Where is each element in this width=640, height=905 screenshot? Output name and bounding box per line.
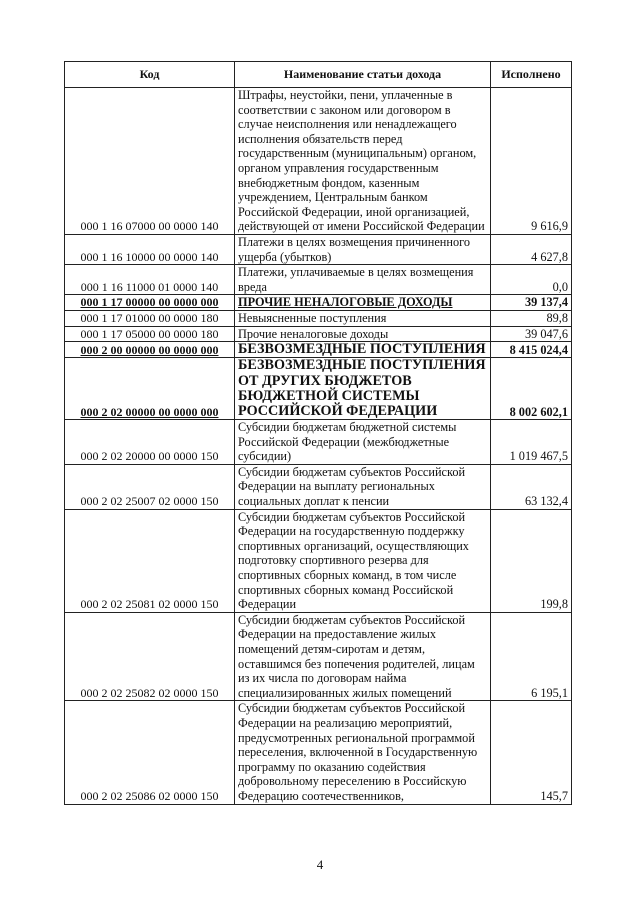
row-name: Субсидии бюджетам субъектов Российской Федерации на государственную поддержку спортивных организаций, осуществляющих подготовку спортивного резерва для спортивных сборных команд, в том числе спортивных сборных команд Российской Федерации [235, 509, 491, 612]
row-name: Платежи, уплачиваемые в целях возмещения вреда [235, 265, 491, 295]
row-name: Субсидии бюджетам субъектов Российской Федерации на реализацию мероприятий, предусмотренных региональной программой переселения, включенной в Государственную программу по оказанию содействия добровольному переселению в Российскую Федерацию соотечественников, [235, 701, 491, 804]
row-sum: 9 616,9 [491, 88, 572, 235]
row-name: Субсидии бюджетам субъектов Российской Федерации на выплату региональных социальных доплат к пенсии [235, 464, 491, 509]
table-row-section [65, 358, 572, 420]
table-row-section [65, 295, 572, 311]
row-code: 000 2 02 20000 00 0000 150 [65, 420, 235, 465]
row-name: БЕЗВОЗМЕЗДНЫЕ ПОСТУПЛЕНИЯ ОТ ДРУГИХ БЮДЖЕТОВ БЮДЖЕТНОЙ СИСТЕМЫ РОССИЙСКОЙ ФЕДЕРАЦИИ [235, 358, 491, 420]
table-row [65, 265, 572, 295]
row-code: 000 2 02 25081 02 0000 150 [65, 509, 235, 612]
row-sum: 199,8 [491, 509, 572, 612]
table-row [65, 88, 572, 235]
row-code: 000 2 02 25086 02 0000 150 [65, 701, 235, 804]
row-name: БЕЗВОЗМЕЗДНЫЕ ПОСТУПЛЕНИЯ [235, 342, 491, 358]
row-sum: 8 415 024,4 [491, 342, 572, 358]
table-row [65, 420, 572, 465]
row-code: 000 1 17 01000 00 0000 180 [65, 310, 235, 326]
page-number: 4 [316, 857, 324, 872]
row-code: 000 1 16 07000 00 0000 140 [65, 88, 235, 235]
row-code: 000 1 16 10000 00 0000 140 [65, 234, 235, 264]
table-row [65, 310, 572, 326]
row-sum: 4 627,8 [491, 234, 572, 264]
row-sum: 1 019 467,5 [491, 420, 572, 465]
row-code: 000 2 02 25082 02 0000 150 [65, 612, 235, 701]
table-row [65, 234, 572, 264]
table-row [65, 464, 572, 509]
row-code: 000 1 17 00000 00 0000 000 [65, 295, 235, 311]
row-sum: 8 002 602,1 [491, 358, 572, 420]
table-row [65, 701, 572, 804]
row-sum: 63 132,4 [491, 464, 572, 509]
row-name: Невыясненные поступления [235, 310, 491, 326]
row-code: 000 2 02 25007 02 0000 150 [65, 464, 235, 509]
row-sum: 145,7 [491, 701, 572, 804]
header-name: Наименование статьи дохода [235, 62, 491, 88]
income-table [64, 61, 572, 805]
table-header-row [65, 62, 572, 88]
header-code: Код [65, 62, 235, 88]
row-name: Прочие неналоговые доходы [235, 326, 491, 342]
row-code: 000 2 00 00000 00 0000 000 [65, 342, 235, 358]
row-sum: 6 195,1 [491, 612, 572, 701]
row-sum: 39 137,4 [491, 295, 572, 311]
row-code: 000 1 16 11000 01 0000 140 [65, 265, 235, 295]
row-name: Субсидии бюджетам субъектов Российской Федерации на предоставление жилых помещений детям-сиротам и детям, оставшимся без попечения родителей, лицам из их числа по договорам найма специализированных жилых помещений [235, 612, 491, 701]
row-name: Субсидии бюджетам бюджетной системы Российской Федерации (межбюджетные субсидии) [235, 420, 491, 465]
table-row-section [65, 342, 572, 358]
row-sum: 89,8 [491, 310, 572, 326]
row-name: Штрафы, неустойки, пени, уплаченные в соответствии с законом или договором в случае неисполнения или ненадлежащего исполнения обязательств перед государственным (муниципальным) органом, органом управления государственным внебюджетным фондом, казенным учреждением, Центральным банком Российской Федерации, иной организацией, действующей от имени Российской Федерации [235, 88, 491, 235]
row-code: 000 1 17 05000 00 0000 180 [65, 326, 235, 342]
table-row [65, 326, 572, 342]
row-sum: 39 047,6 [491, 326, 572, 342]
table-row [65, 509, 572, 612]
header-sum: Исполнено [491, 62, 572, 88]
row-code: 000 2 02 00000 00 0000 000 [65, 358, 235, 420]
row-sum: 0,0 [491, 265, 572, 295]
row-name: Платежи в целях возмещения причиненного ущерба (убытков) [235, 234, 491, 264]
row-name: ПРОЧИЕ НЕНАЛОГОВЫЕ ДОХОДЫ [235, 295, 491, 311]
table-row [65, 612, 572, 701]
